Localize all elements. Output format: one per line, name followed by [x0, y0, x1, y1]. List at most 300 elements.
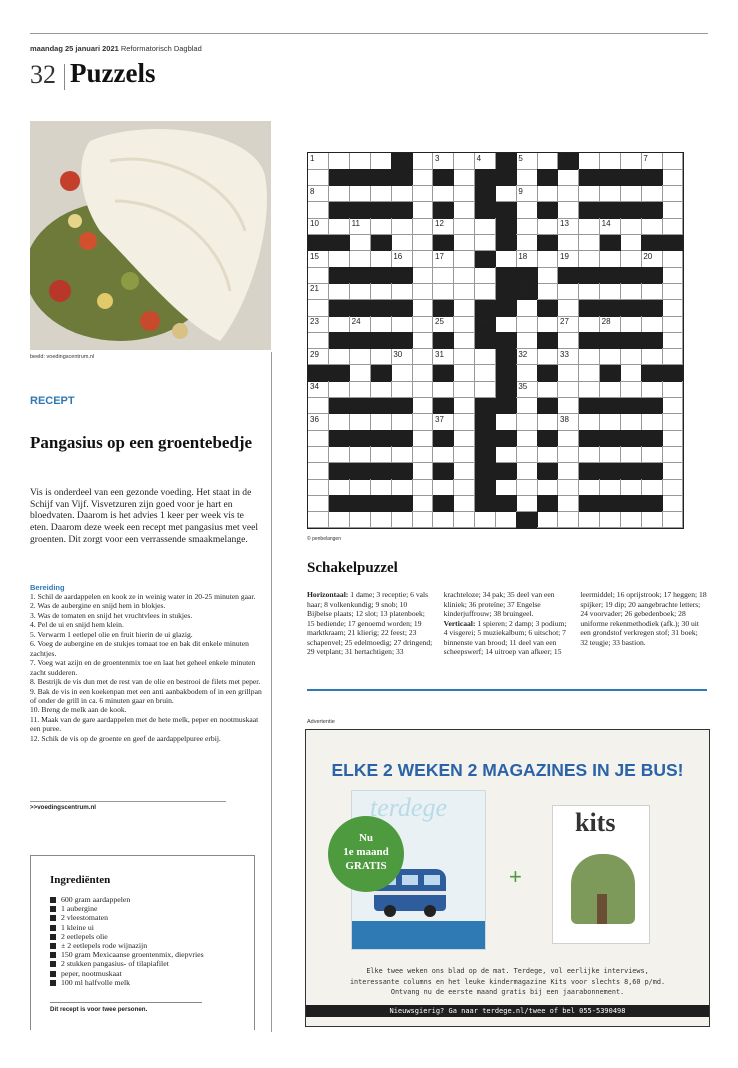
step: 5. Verwarm 1 eetlepel olie en fruit hierin de ui glazig. — [30, 629, 193, 639]
grid-cell[interactable] — [621, 381, 642, 398]
grid-cell[interactable] — [496, 186, 517, 203]
grid-cell[interactable] — [433, 153, 454, 170]
grid-cell[interactable] — [350, 316, 371, 333]
grid-cell[interactable] — [641, 251, 662, 268]
grid-cell[interactable] — [308, 186, 329, 203]
grid-cell[interactable] — [621, 479, 642, 496]
grid-cell[interactable] — [412, 414, 433, 431]
grid-black-cell — [371, 495, 392, 512]
grid-cell[interactable] — [537, 218, 558, 235]
grid-cell[interactable] — [537, 186, 558, 203]
grid-cell[interactable] — [350, 446, 371, 463]
grid-cell[interactable] — [662, 251, 683, 268]
grid-cell[interactable] — [454, 414, 475, 431]
grid-cell[interactable] — [433, 512, 454, 529]
grid-black-cell — [641, 332, 662, 349]
grid-cell[interactable] — [516, 332, 537, 349]
step: 6. Voeg de aubergine en de stukjes tomaat toe en bak dit enkele minuten zachtjes. — [30, 639, 249, 658]
grid-cell[interactable] — [308, 398, 329, 415]
grid-cell[interactable] — [496, 316, 517, 333]
grid-cell[interactable] — [579, 349, 600, 366]
grid-cell[interactable] — [662, 186, 683, 203]
grid-cell[interactable] — [371, 283, 392, 300]
grid-cell[interactable] — [308, 512, 329, 529]
grid-cell[interactable] — [412, 202, 433, 219]
grid-cell[interactable] — [308, 479, 329, 496]
grid-cell[interactable] — [308, 202, 329, 219]
grid-cell[interactable] — [579, 414, 600, 431]
grid-cell[interactable] — [516, 153, 537, 170]
grid-cell[interactable] — [579, 251, 600, 268]
grid-cell[interactable] — [641, 316, 662, 333]
grid-cell[interactable] — [600, 218, 621, 235]
grid-cell[interactable] — [641, 218, 662, 235]
grid-cell[interactable] — [558, 430, 579, 447]
grid-cell[interactable] — [662, 283, 683, 300]
grid-cell[interactable] — [371, 218, 392, 235]
grid-cell[interactable] — [537, 414, 558, 431]
grid-cell[interactable] — [308, 169, 329, 186]
grid-cell[interactable] — [579, 218, 600, 235]
grid-cell[interactable] — [662, 218, 683, 235]
grid-cell[interactable] — [662, 153, 683, 170]
grid-cell[interactable] — [579, 153, 600, 170]
grid-cell[interactable] — [496, 251, 517, 268]
grid-cell[interactable] — [662, 267, 683, 284]
grid-cell[interactable] — [579, 365, 600, 382]
grid-cell[interactable] — [391, 186, 412, 203]
grid-cell[interactable] — [516, 446, 537, 463]
grid-cell[interactable] — [558, 479, 579, 496]
grid-cell[interactable] — [621, 349, 642, 366]
grid-cell[interactable] — [600, 479, 621, 496]
grid-cell[interactable] — [579, 316, 600, 333]
grid-cell[interactable] — [329, 186, 350, 203]
grid-cell[interactable] — [641, 283, 662, 300]
grid-cell[interactable] — [516, 365, 537, 382]
grid-cell[interactable] — [454, 430, 475, 447]
grid-cell[interactable] — [516, 414, 537, 431]
grid-cell[interactable] — [454, 463, 475, 480]
grid-cell[interactable] — [662, 430, 683, 447]
grid-cell[interactable] — [412, 153, 433, 170]
grid-cell[interactable] — [454, 479, 475, 496]
grid-cell[interactable] — [600, 381, 621, 398]
grid-cell[interactable] — [371, 153, 392, 170]
grid-cell[interactable] — [475, 235, 496, 252]
grid-cell[interactable] — [308, 349, 329, 366]
grid-cell[interactable] — [496, 512, 517, 529]
grid-cell[interactable] — [641, 381, 662, 398]
grid-cell[interactable] — [558, 381, 579, 398]
grid-cell[interactable] — [391, 251, 412, 268]
grid-cell[interactable] — [350, 235, 371, 252]
advert-label: Advertentie — [307, 719, 335, 725]
grid-cell[interactable] — [558, 512, 579, 529]
grid-cell[interactable] — [329, 283, 350, 300]
grid-cell[interactable] — [391, 446, 412, 463]
grid-cell[interactable] — [662, 463, 683, 480]
grid-cell[interactable] — [516, 381, 537, 398]
grid-cell[interactable] — [558, 316, 579, 333]
grid-cell[interactable] — [662, 349, 683, 366]
grid-cell[interactable] — [412, 316, 433, 333]
grid-cell[interactable] — [558, 218, 579, 235]
grid-cell[interactable] — [600, 153, 621, 170]
grid-cell[interactable] — [475, 349, 496, 366]
grid-cell[interactable] — [516, 479, 537, 496]
grid-cell[interactable] — [454, 153, 475, 170]
grid-cell[interactable] — [391, 349, 412, 366]
grid-cell[interactable] — [600, 414, 621, 431]
clue-number: 22 — [518, 284, 528, 294]
grid-cell[interactable] — [412, 430, 433, 447]
grid-cell[interactable] — [558, 414, 579, 431]
grid-cell[interactable] — [433, 446, 454, 463]
grid-cell[interactable] — [537, 479, 558, 496]
grid-cell[interactable] — [621, 316, 642, 333]
grid-cell[interactable] — [371, 186, 392, 203]
grid-cell[interactable] — [516, 463, 537, 480]
grid-black-cell — [496, 169, 517, 186]
grid-cell[interactable] — [329, 153, 350, 170]
grid-cell[interactable] — [350, 283, 371, 300]
grid-cell[interactable] — [579, 512, 600, 529]
grid-cell[interactable] — [454, 316, 475, 333]
grid-cell[interactable] — [641, 349, 662, 366]
grid-cell[interactable] — [454, 381, 475, 398]
grid-cell[interactable] — [371, 446, 392, 463]
grid-cell[interactable] — [558, 283, 579, 300]
grid-cell[interactable] — [558, 349, 579, 366]
grid-cell[interactable] — [371, 512, 392, 529]
grid-cell[interactable] — [496, 479, 517, 496]
grid-cell[interactable] — [662, 479, 683, 496]
grid-cell[interactable] — [391, 316, 412, 333]
grid-cell[interactable] — [412, 169, 433, 186]
grid-cell[interactable] — [412, 283, 433, 300]
clue-number: 16 — [393, 251, 403, 261]
grid-black-cell — [391, 398, 412, 415]
grid-cell[interactable] — [558, 463, 579, 480]
grid-cell[interactable] — [641, 446, 662, 463]
grid-cell[interactable] — [641, 186, 662, 203]
grid-cell[interactable] — [329, 381, 350, 398]
grid-cell[interactable] — [600, 186, 621, 203]
grid-cell[interactable] — [329, 512, 350, 529]
grid-cell[interactable] — [308, 316, 329, 333]
grid-cell[interactable] — [412, 235, 433, 252]
grid-cell[interactable] — [391, 512, 412, 529]
grid-cell[interactable] — [516, 316, 537, 333]
grid-cell[interactable] — [391, 283, 412, 300]
grid-cell[interactable] — [391, 235, 412, 252]
grid-cell[interactable] — [516, 218, 537, 235]
grid-cell[interactable] — [412, 218, 433, 235]
grid-cell[interactable] — [537, 316, 558, 333]
step: 1. Schil de aardappelen en kook ze in weinig water in 20-25 minuten gaar. — [30, 592, 256, 601]
grid-cell[interactable] — [412, 446, 433, 463]
grid-cell[interactable] — [308, 251, 329, 268]
grid-cell[interactable] — [600, 512, 621, 529]
grid-cell[interactable] — [329, 251, 350, 268]
grid-cell[interactable] — [475, 381, 496, 398]
grid-black-cell — [391, 495, 412, 512]
grid-cell[interactable] — [371, 414, 392, 431]
grid-cell[interactable] — [412, 479, 433, 496]
grid-cell[interactable] — [433, 251, 454, 268]
grid-cell[interactable] — [308, 332, 329, 349]
grid-cell[interactable] — [662, 300, 683, 317]
grid-cell[interactable] — [475, 283, 496, 300]
grid-cell[interactable] — [621, 512, 642, 529]
grid-cell[interactable] — [412, 381, 433, 398]
grid-cell[interactable] — [662, 316, 683, 333]
grid-cell[interactable] — [600, 349, 621, 366]
grid-cell[interactable] — [391, 218, 412, 235]
grid-cell[interactable] — [412, 365, 433, 382]
grid-cell[interactable] — [433, 218, 454, 235]
grid-cell[interactable] — [621, 251, 642, 268]
grid-cell[interactable] — [308, 414, 329, 431]
grid-cell[interactable] — [454, 398, 475, 415]
grid-cell[interactable] — [308, 495, 329, 512]
source-link[interactable]: >>voedingscentrum.nl — [30, 804, 97, 811]
grid-cell[interactable] — [475, 153, 496, 170]
grid-cell[interactable] — [621, 365, 642, 382]
grid-cell[interactable] — [433, 316, 454, 333]
grid-cell[interactable] — [433, 283, 454, 300]
grid-cell[interactable] — [516, 300, 537, 317]
grid-cell[interactable] — [371, 316, 392, 333]
grid-cell[interactable] — [454, 235, 475, 252]
grid-cell[interactable] — [516, 186, 537, 203]
grid-cell[interactable] — [516, 251, 537, 268]
grid-cell[interactable] — [350, 251, 371, 268]
grid-cell[interactable] — [350, 381, 371, 398]
grid-cell[interactable] — [412, 463, 433, 480]
grid-cell[interactable] — [662, 332, 683, 349]
grid-cell[interactable] — [600, 316, 621, 333]
grid-cell[interactable] — [621, 218, 642, 235]
grid-cell[interactable] — [433, 381, 454, 398]
grid-cell[interactable] — [662, 381, 683, 398]
grid-cell[interactable] — [329, 349, 350, 366]
grid-cell[interactable] — [391, 381, 412, 398]
grid-cell[interactable] — [537, 251, 558, 268]
grid-cell[interactable] — [537, 512, 558, 529]
grid-cell[interactable] — [516, 495, 537, 512]
grid-cell[interactable] — [308, 446, 329, 463]
grid-black-cell — [537, 463, 558, 480]
grid-cell[interactable] — [454, 169, 475, 186]
grid-cell[interactable] — [496, 414, 517, 431]
grid-cell[interactable] — [412, 512, 433, 529]
grid-cell[interactable] — [475, 267, 496, 284]
grid-cell[interactable] — [621, 235, 642, 252]
grid-cell[interactable] — [454, 495, 475, 512]
grid-cell[interactable] — [537, 283, 558, 300]
grid-cell[interactable] — [329, 479, 350, 496]
grid-cell[interactable] — [308, 153, 329, 170]
grid-cell[interactable] — [579, 479, 600, 496]
grid-cell[interactable] — [350, 414, 371, 431]
grid-cell[interactable] — [662, 446, 683, 463]
grid-cell[interactable] — [537, 153, 558, 170]
grid-cell[interactable] — [412, 251, 433, 268]
grid-black-cell — [579, 495, 600, 512]
grid-cell[interactable] — [350, 349, 371, 366]
grid-cell[interactable] — [371, 479, 392, 496]
grid-cell[interactable] — [662, 202, 683, 219]
grid-cell[interactable] — [350, 479, 371, 496]
grid-cell[interactable] — [371, 251, 392, 268]
page-number: 32 — [30, 60, 56, 89]
grid-cell[interactable] — [600, 283, 621, 300]
grid-cell[interactable] — [475, 218, 496, 235]
grid-cell[interactable] — [558, 169, 579, 186]
grid-cell[interactable] — [516, 349, 537, 366]
grid-cell[interactable] — [454, 218, 475, 235]
grid-cell[interactable] — [391, 414, 412, 431]
grid-cell[interactable] — [621, 446, 642, 463]
grid-cell[interactable] — [516, 430, 537, 447]
grid-cell[interactable] — [475, 512, 496, 529]
grid-cell[interactable] — [558, 300, 579, 317]
grid-cell[interactable] — [558, 398, 579, 415]
grid-cell[interactable] — [412, 332, 433, 349]
grid-cell[interactable] — [662, 398, 683, 415]
grid-cell[interactable] — [433, 267, 454, 284]
grid-cell[interactable] — [454, 186, 475, 203]
advert-cta-bar[interactable]: Nieuwsgierig? Ga naar terdege.nl/twee of bel 055-5390498 — [306, 1005, 709, 1017]
grid-cell[interactable] — [496, 446, 517, 463]
grid-cell[interactable] — [308, 381, 329, 398]
grid-cell[interactable] — [558, 235, 579, 252]
grid-cell[interactable] — [454, 349, 475, 366]
grid-cell[interactable] — [621, 153, 642, 170]
grid-cell[interactable] — [454, 251, 475, 268]
grid-cell[interactable] — [662, 414, 683, 431]
grid-cell[interactable] — [621, 283, 642, 300]
grid-cell[interactable] — [308, 218, 329, 235]
grid-cell[interactable] — [454, 512, 475, 529]
grid-cell[interactable] — [350, 153, 371, 170]
grid-cell[interactable] — [412, 398, 433, 415]
grid-cell[interactable] — [433, 479, 454, 496]
grid-cell[interactable] — [600, 251, 621, 268]
grid-cell[interactable] — [579, 446, 600, 463]
grid-cell[interactable] — [641, 414, 662, 431]
grid-cell[interactable] — [433, 349, 454, 366]
grid-cell[interactable] — [454, 267, 475, 284]
grid-cell[interactable] — [558, 202, 579, 219]
advert[interactable] — [305, 729, 710, 1027]
grid-cell[interactable] — [662, 512, 683, 529]
grid-cell[interactable] — [433, 414, 454, 431]
grid-cell[interactable] — [350, 512, 371, 529]
grid-cell[interactable] — [412, 495, 433, 512]
grid-cell[interactable] — [371, 349, 392, 366]
grid-cell[interactable] — [308, 463, 329, 480]
grid-cell[interactable] — [516, 169, 537, 186]
grid-cell[interactable] — [454, 202, 475, 219]
grid-cell[interactable] — [558, 365, 579, 382]
grid-black-cell — [475, 316, 496, 333]
grid-cell[interactable] — [579, 186, 600, 203]
grid-cell[interactable] — [621, 186, 642, 203]
grid-cell[interactable] — [391, 479, 412, 496]
grid-cell[interactable] — [537, 267, 558, 284]
grid-black-cell — [579, 267, 600, 284]
grid-cell[interactable] — [579, 235, 600, 252]
grid-cell[interactable] — [371, 381, 392, 398]
grid-cell[interactable] — [558, 495, 579, 512]
grid-cell[interactable] — [454, 332, 475, 349]
grid-cell[interactable] — [558, 186, 579, 203]
grid-cell[interactable] — [454, 446, 475, 463]
grid-cell[interactable] — [454, 365, 475, 382]
grid-cell[interactable] — [329, 218, 350, 235]
grid-cell[interactable] — [579, 283, 600, 300]
grid-cell[interactable] — [308, 300, 329, 317]
grid-cell[interactable] — [475, 365, 496, 382]
grid-cell[interactable] — [662, 495, 683, 512]
grid-cell[interactable] — [537, 381, 558, 398]
grid-cell[interactable] — [537, 446, 558, 463]
grid-cell[interactable] — [433, 186, 454, 203]
grid-cell[interactable] — [558, 251, 579, 268]
grid-cell[interactable] — [537, 349, 558, 366]
grid-black-cell — [371, 463, 392, 480]
grid-cell[interactable] — [308, 283, 329, 300]
grid-cell[interactable] — [641, 479, 662, 496]
grid-cell[interactable] — [329, 316, 350, 333]
grid-black-cell — [621, 267, 642, 284]
grid-black-cell — [621, 398, 642, 415]
grid-cell[interactable] — [308, 430, 329, 447]
grid-cell[interactable] — [516, 202, 537, 219]
grid-cell[interactable] — [579, 381, 600, 398]
grid-cell[interactable] — [454, 283, 475, 300]
grid-cell[interactable] — [558, 446, 579, 463]
grid-cell[interactable] — [412, 300, 433, 317]
grid-cell[interactable] — [641, 512, 662, 529]
grid-cell[interactable] — [412, 186, 433, 203]
grid-cell[interactable] — [600, 446, 621, 463]
grid-cell[interactable] — [454, 300, 475, 317]
grid-cell[interactable] — [412, 349, 433, 366]
grid-cell[interactable] — [516, 398, 537, 415]
grid-cell[interactable] — [329, 446, 350, 463]
grid-black-cell — [329, 495, 350, 512]
grid-cell[interactable] — [641, 153, 662, 170]
grid-cell[interactable] — [621, 414, 642, 431]
grid-cell[interactable] — [350, 218, 371, 235]
grid-cell[interactable] — [308, 267, 329, 284]
grid-cell[interactable] — [558, 332, 579, 349]
grid-cell[interactable] — [350, 365, 371, 382]
grid-cell[interactable] — [329, 414, 350, 431]
grid-cell[interactable] — [412, 267, 433, 284]
grid-cell[interactable] — [350, 186, 371, 203]
advert-text: interessante columns en het leuke kindermagazine Kits voor slechts 8,60 p/md. — [349, 977, 666, 986]
step: 8. Bestrijk de vis dun met de rest van de olie en bestrooi de filets met peper. — [30, 677, 261, 687]
grid-cell[interactable] — [516, 235, 537, 252]
grid-cell[interactable] — [662, 169, 683, 186]
clue-number: 20 — [643, 251, 653, 261]
grid-cell[interactable] — [391, 365, 412, 382]
